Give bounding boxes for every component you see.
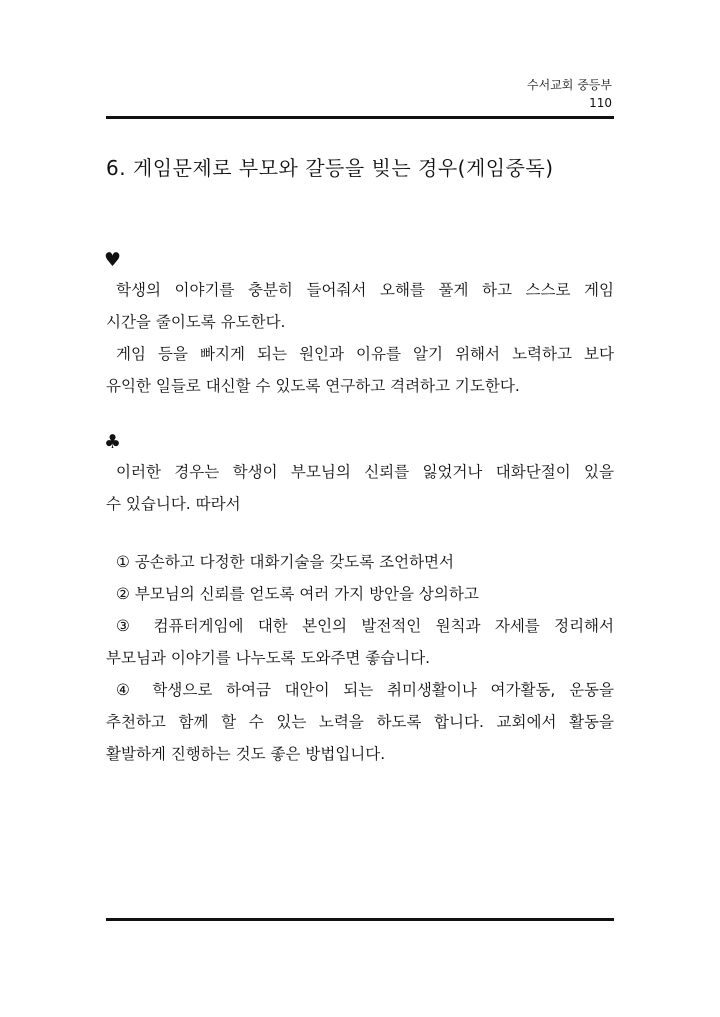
header-rule (106, 116, 614, 119)
list-item-continuation: 추천하고 함께 할 수 있는 노력을 하도록 합니다. 교회에서 활동을 (106, 713, 614, 731)
list-item-continuation: 부모님과 이야기를 나누도록 도와주면 좋습니다. (106, 649, 431, 667)
paragraph-line: 게임 등을 빠지게 되는 원인과 이유를 알기 위해서 노력하고 보다 (116, 345, 614, 363)
list-item: ③ 컴퓨터게임에 대한 본인의 발전적인 원칙과 자세를 정리해서 (116, 617, 614, 635)
header-organization: 수서교회 중등부 (527, 78, 612, 92)
list-item: ① 공손하고 다정한 대화기술을 갖도록 조언하면서 (116, 553, 454, 571)
page-number: 110 (589, 96, 612, 110)
list-item: ④ 학생으로 하여금 대안이 되는 취미생활이나 여가활동, 운동을 (116, 681, 614, 699)
paragraph-line: 이러한 경우는 학생이 부모님의 신뢰를 잃었거나 대화단절이 있을 (116, 463, 614, 481)
paragraph-line: 유익한 일들로 대신할 수 있도록 연구하고 격려하고 기도한다. (106, 377, 520, 395)
club-icon: ♣ (104, 431, 122, 453)
heart-icon: ♥ (104, 249, 122, 271)
list-item-continuation: 활발하게 진행하는 것도 좋은 방법입니다. (106, 745, 386, 763)
paragraph-line: 학생의 이야기를 충분히 들어줘서 오해를 풀게 하고 스스로 게임 (116, 281, 614, 299)
footer-rule (106, 918, 614, 921)
section-title: 6. 게임문제로 부모와 갈등을 빚는 경우(게임중독) (106, 156, 554, 180)
list-item: ② 부모님의 신뢰를 얻도록 여러 가지 방안을 상의하고 (116, 585, 479, 603)
paragraph-line: 수 있습니다. 따라서 (106, 495, 241, 513)
paragraph-club (106, 456, 614, 520)
advice-list (106, 546, 614, 770)
paragraph-line: 시간을 줄이도록 유도한다. (106, 313, 286, 331)
paragraph-heart (106, 274, 614, 402)
